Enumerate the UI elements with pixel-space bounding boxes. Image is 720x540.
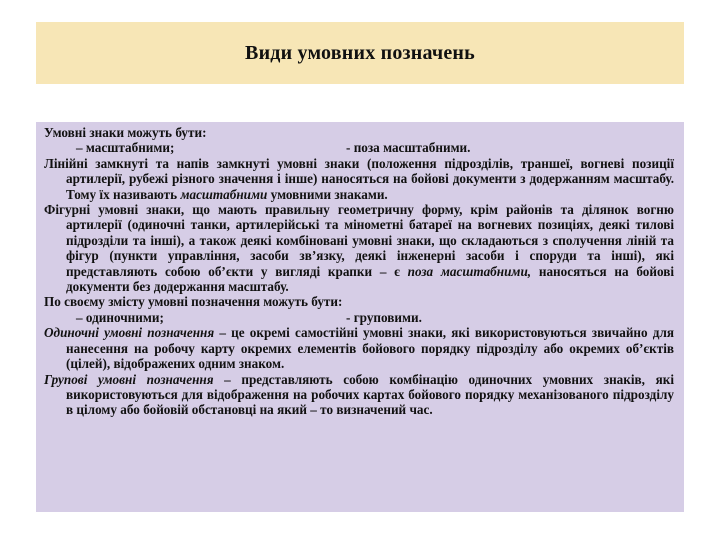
kind-nonscale: - поза масштабними.	[346, 140, 471, 156]
kind-single: – одиночними;	[76, 309, 164, 325]
paragraph-linear	[44, 156, 674, 202]
kind-group: - груповими.	[346, 309, 422, 325]
paragraph-group-text: – представляють собою комбінацію одиночних умовних знаків, які використовуються для відображення на робочих картах бойового порядку механізованого підрозділу в цілому або бойовій обстановці на який – то визначений час.	[66, 371, 674, 418]
intro-line-2: По своєму змісту умовні позначення можуть бути:	[44, 294, 343, 310]
paragraph-linear-end: умовними знаками.	[267, 186, 388, 202]
paragraph-linear-emphasis: масштабними	[180, 186, 268, 202]
paragraph-single	[44, 325, 674, 371]
paragraph-group	[44, 372, 674, 418]
intro-line: Умовні знаки можуть бути:	[44, 125, 207, 140]
title-banner	[36, 22, 684, 84]
kind-scale: – масштабними;	[76, 140, 175, 156]
paragraph-single-text: – це окремі самостійні умовні знаки, які використовуються звичайно для нанесення на робочу карту окремих елементів бойового порядку підрозділу або окремих об’єктів (цілей), відображених одним знаком.	[66, 325, 674, 372]
paragraph-figure	[44, 202, 674, 294]
slide-title: Види умовних позначень	[245, 41, 475, 64]
paragraph-group-emphasis: Групові умовні позначення	[44, 371, 214, 387]
kinds-row-2	[44, 310, 674, 325]
paragraph-single-emphasis: Одиночні умовні позначення	[44, 325, 215, 341]
content-panel	[36, 122, 684, 512]
paragraph-linear-text: Лінійні замкнуті та напів замкнуті умовні знаки (положення підрозділів, траншеї, вогневі позиції артилерії, рубежі різного значення і інше) наносяться на бойові документи з додержанням масштабу. Тому їх називають	[44, 155, 674, 202]
kinds-row-1	[44, 140, 674, 155]
paragraph-figure-end: наносяться на бойові документи без додержання масштабу.	[66, 263, 675, 295]
paragraph-figure-emphasis: поза масштабними,	[407, 263, 532, 279]
paragraph-figure-text: Фігурні умовні знаки, що мають правильну геометричну форму, крім районів та ділянок вогню артилерії (одиночні танки, артилерійські та мінометні батареї на вогневих позиціях, деякі тилові підрозділи та інші), а також деякі комбіновані умовні знаки, що складаються з сполучення ліній та фігур (пункти управління, засоби зв’язку, деякі інженерні засоби і споруди та інші), які представляють собою об’єкти у вигляді крапки – є	[44, 202, 674, 279]
